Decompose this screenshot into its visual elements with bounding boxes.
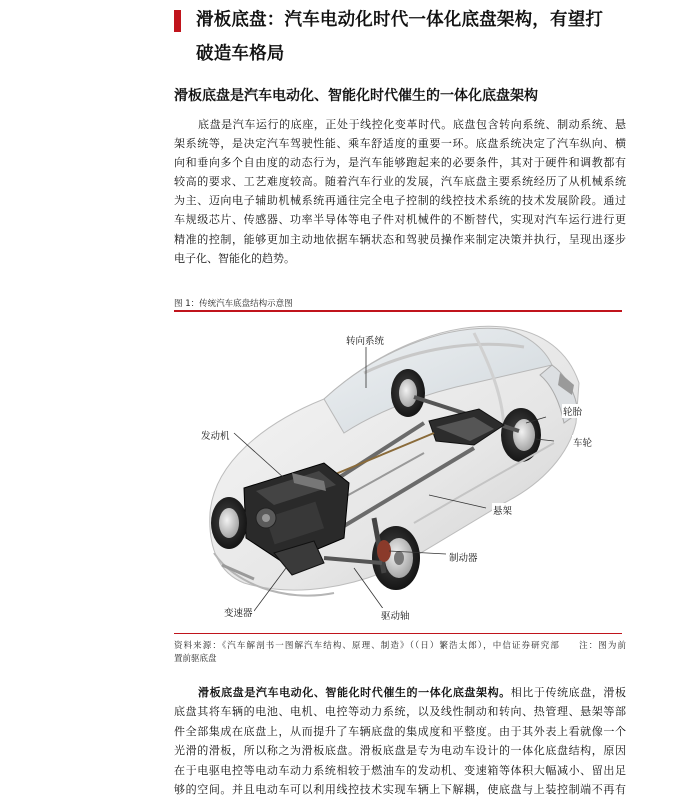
section-title-line-2: 破造车格局 (196, 44, 285, 64)
paragraph-line: 向和垂向多个自由度的动态行为，是汽车能够跑起来的必要条件，其对于硬件和调教都有 (174, 156, 626, 170)
title-accent-bar (174, 10, 181, 32)
paragraph-line: 电子化、智能化的趋势。 (174, 251, 295, 265)
label-suspension: 悬架 (492, 503, 513, 517)
label-wheel: 车轮 (572, 435, 593, 449)
label-steering-system: 转向系统 (345, 333, 385, 347)
paragraph-line: 件全部集成在底盘上，从而提升了车辆底盘的集成度和平整度。由于其外表上看就像一个 (174, 724, 626, 738)
paragraph-line: 够的空间。并且电动车可以利用线控技术实现车辆上下解耦，使底盘与上装控制端不再有 (174, 782, 626, 796)
paragraph-line: 光滑的滑板，所以称之为滑板底盘。滑板底盘是专为电动车设计的一体化底盘结构，原因 (174, 744, 626, 758)
brake-caliper (377, 540, 391, 562)
bold-lead-sentence: 滑板底盘是汽车电动化、智能化时代催生的一体化底盘架构。 (198, 686, 511, 699)
source-line: 资料来源：《汽车解剖书一图解汽车结构、原理、制造》（（日）繁浩太郎），中信证券研究部 注：图为前 (174, 641, 626, 651)
paragraph-line (174, 683, 626, 702)
figure-top-rule (174, 310, 622, 312)
label-engine: 发动机 (200, 428, 231, 442)
paragraph-line: 精准的控制，能够更加主动地依据车辆状态和驾驶员操作来制定决策并执行，呈现出逐步 (174, 232, 626, 246)
label-drive-shaft: 驱动轴 (380, 608, 411, 622)
paragraph-line: 为主、迈向电子辅助机械系统再通往完全电子控制的线控技术系统的技术发展阶段。通过 (174, 194, 626, 208)
paragraph-line: 在于电驱电控等电动车动力系统相较于燃油车的发动机、变速箱等体积大幅减小、留出足 (174, 763, 626, 777)
paragraph-line: 车规级芯片、传感器、功率半导体等电子件对机械件的不断替代，实现对汽车运行进行更 (174, 213, 626, 227)
paragraph-line: 架系统等，是决定汽车驾驶性能、乘车舒适度的重要一环。底盘系统决定了汽车纵向、横 (174, 137, 626, 151)
paragraph-line: 底盘是汽车运行的底座，正处于线控化变革时代。底盘包含转向系统、制动系统、悬 (198, 118, 626, 131)
section-title-line-1: 滑板底盘：汽车电动化时代一体化底盘架构，有望打 (196, 10, 604, 30)
figure-source-note (174, 640, 626, 666)
paragraph-chassis-intro (174, 115, 626, 268)
label-transmission: 变速器 (223, 605, 254, 619)
source-line: 置前驱底盘 (174, 654, 217, 664)
paragraph-line: 底盘其将车辆的电池、电机、电控等动力系统，以及线性制动和转向、热管理、悬架等部 (174, 705, 626, 719)
chassis-figure (174, 313, 622, 631)
front-left-wheel (211, 497, 247, 549)
label-tire: 轮胎 (562, 404, 583, 418)
paragraph-line-text: 相比于传统底盘，滑板 (510, 686, 626, 699)
subheading: 滑板底盘是汽车电动化、智能化时代催生的一体化底盘架构 (174, 88, 538, 104)
car-chassis-illustration (174, 313, 622, 631)
paragraph-line: 较高的要求、工艺难度较高。随着汽车行业的发展，汽车底盘主要系统经历了从机械系统 (174, 175, 626, 189)
paragraph-skateboard-chassis (174, 683, 626, 799)
figure-caption: 图 1：传统汽车底盘结构示意图 (174, 299, 293, 309)
label-brake: 制动器 (448, 550, 479, 564)
figure-bottom-rule (174, 633, 622, 634)
rear-left-wheel (391, 369, 425, 417)
